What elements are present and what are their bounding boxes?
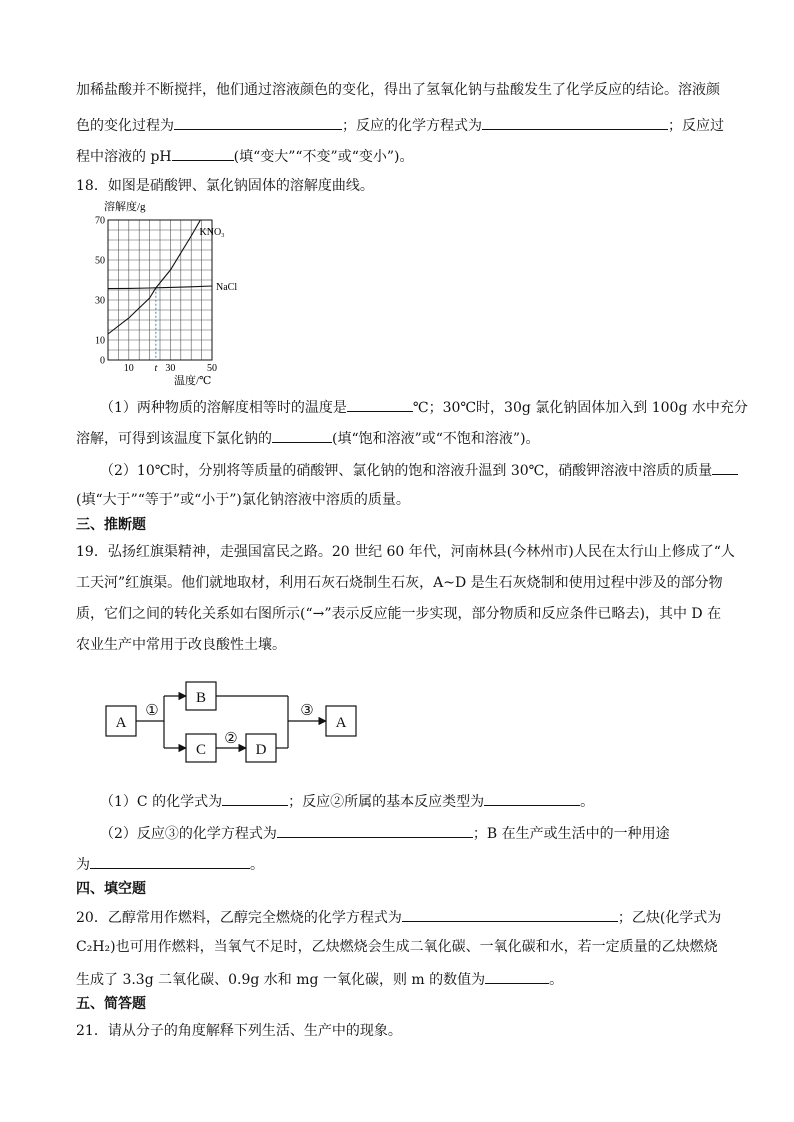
q19-line1: 19．弘扬红旗渠精神，走强国富民之路。20 世纪 60 年代，河南林县(今林州市)人民在太行山上修成了“人	[76, 544, 735, 560]
answer-blank-color-change[interactable]	[174, 114, 342, 130]
q20-line2: C₂H₂)也可用作燃料，当氧气不足时，乙炔燃烧会生成二氧化碳、一氧化碳和水，若一定质量的乙炔燃烧	[76, 939, 718, 955]
answer-blank-solution-type[interactable]	[272, 427, 332, 443]
node-a-start-label: A	[115, 715, 127, 731]
q19-text: 。	[250, 857, 264, 873]
q17-text: 程中溶液的 pH	[76, 149, 172, 165]
y-tick-label: 0	[100, 355, 105, 367]
answer-blank-c-formula[interactable]	[222, 790, 288, 806]
x-tick-label: 50	[207, 363, 217, 374]
q19-line4: 农业生产中常用于改良酸性土壤。	[76, 637, 286, 653]
series-label-nacl: NaCl	[216, 282, 238, 293]
step-2-label: ②	[224, 731, 238, 747]
q17-text: 色的变化过程为	[76, 118, 174, 134]
y-tick-label: 70	[95, 215, 105, 227]
answer-blank-compare[interactable]	[712, 459, 738, 475]
x-tick-label: 10	[123, 363, 134, 374]
q18-text: 溶解，可得到该温度下氯化钠的	[76, 431, 272, 447]
q17-text: ；反应过	[668, 118, 724, 134]
chart-ylabel: 溶解度/g	[104, 201, 146, 213]
x-tick-label: 30	[165, 363, 176, 374]
series-label-kno3: KNO₃	[199, 227, 225, 238]
answer-blank-equal-temp[interactable]	[347, 396, 413, 412]
step-1-label: ①	[145, 703, 159, 719]
q19-text: 为	[76, 857, 90, 873]
y-tick-label: 50	[95, 255, 105, 267]
node-d-label: D	[255, 742, 267, 758]
q17-line1: 加稀盐酸并不断搅拌，他们通过溶液颜色的变化，得出了氢氧化钠与盐酸发生了化学反应的结论。溶液颜	[76, 82, 720, 98]
q20-line3	[76, 968, 563, 990]
node-c-label: C	[195, 742, 207, 758]
section-heading-fill: 四、填空题	[76, 881, 146, 897]
q19-p1	[100, 790, 594, 812]
answer-blank-ethanol-equation[interactable]	[402, 906, 618, 922]
step-3-label: ③	[300, 703, 314, 719]
q20-text: 20．乙醇常用作燃料，乙醇完全燃烧的化学方程式为	[76, 910, 402, 926]
q18-p1-line2	[76, 427, 540, 449]
solubility-chart	[86, 198, 246, 388]
section-heading-inference: 三、推断题	[76, 517, 146, 533]
q19-line2: 工天河”红旗渠。他们就地取材，利用石灰石烧制生石灰，A~D 是生石灰烧制和使用过程中涉及的部分物	[76, 575, 723, 591]
q18-p2-line1	[100, 459, 738, 481]
chart-xlabel: 温度/℃	[174, 375, 212, 387]
q17-line2	[76, 114, 724, 136]
series-line-kno3	[108, 220, 200, 334]
q19-text: ；B 在生产或生活中的一种用途	[472, 826, 670, 842]
q19-text: （1）C 的化学式为	[100, 794, 223, 810]
x-tick-label: t	[154, 363, 158, 374]
q20-text: 。	[549, 972, 564, 988]
node-a-end-label: A	[335, 715, 347, 731]
q17-text: (填“变大”“不变”或“变小”)。	[233, 149, 414, 165]
q21-line1: 21．请从分子的角度解释下列生活、生产中的现象。	[76, 1023, 402, 1039]
answer-blank-ph[interactable]	[172, 145, 234, 161]
answer-blank-m-value[interactable]	[485, 968, 549, 984]
q18-stem: 18．如图是硝酸钾、氯化钠固体的溶解度曲线。	[76, 178, 374, 194]
section-heading-short-answer: 五、简答题	[76, 996, 146, 1012]
q19-text: 。	[580, 794, 595, 810]
q17-text: ；反应的化学方程式为	[342, 118, 482, 134]
q19-text: （2）反应③的化学方程式为	[100, 826, 277, 842]
q19-text: ；反应②所属的基本反应类型为	[288, 794, 485, 810]
q19-p2-line2	[76, 853, 264, 875]
q18-text: （1）两种物质的溶解度相等时的温度是	[100, 400, 347, 416]
q20-line1	[76, 906, 721, 928]
y-tick-label: 30	[95, 295, 105, 307]
chart-grid	[108, 220, 212, 360]
q20-text: ；乙炔(化学式为	[617, 910, 722, 926]
q18-p2-line2: (填“大于”“等于”或“小于”)氯化钠溶液中溶质的质量。	[76, 492, 410, 508]
q18-text: ℃；30℃时，30g 氯化钠固体加入到 100g 水中充分	[412, 400, 748, 416]
q19-line3: 质，它们之间的转化关系如右图所示(“→”表示反应能一步实现，部分物质和反应条件已略去)，其中 D 在	[76, 606, 722, 622]
answer-blank-b-use[interactable]	[90, 853, 250, 869]
y-tick-label: 10	[95, 335, 105, 347]
q18-p1-line1	[100, 396, 748, 418]
q20-text: 生成了 3.3g 二氧化碳、0.9g 水和 mg 一氧化碳，则 m 的数值为	[76, 972, 486, 988]
q19-p2-line1	[100, 822, 670, 844]
transformation-diagram	[100, 676, 370, 776]
answer-blank-equation-3[interactable]	[277, 822, 473, 838]
q18-text: （2）10℃时，分别将等质量的硝酸钾、氯化钠的饱和溶液升温到 30℃，硝酸钾溶液中溶质的质量	[100, 463, 713, 479]
node-b-label: B	[195, 690, 207, 706]
q18-text: (填“饱和溶液”或“不饱和溶液”)。	[332, 431, 540, 447]
q17-line3	[76, 145, 414, 167]
answer-blank-equation[interactable]	[482, 114, 668, 130]
answer-blank-reaction-type[interactable]	[484, 790, 580, 806]
